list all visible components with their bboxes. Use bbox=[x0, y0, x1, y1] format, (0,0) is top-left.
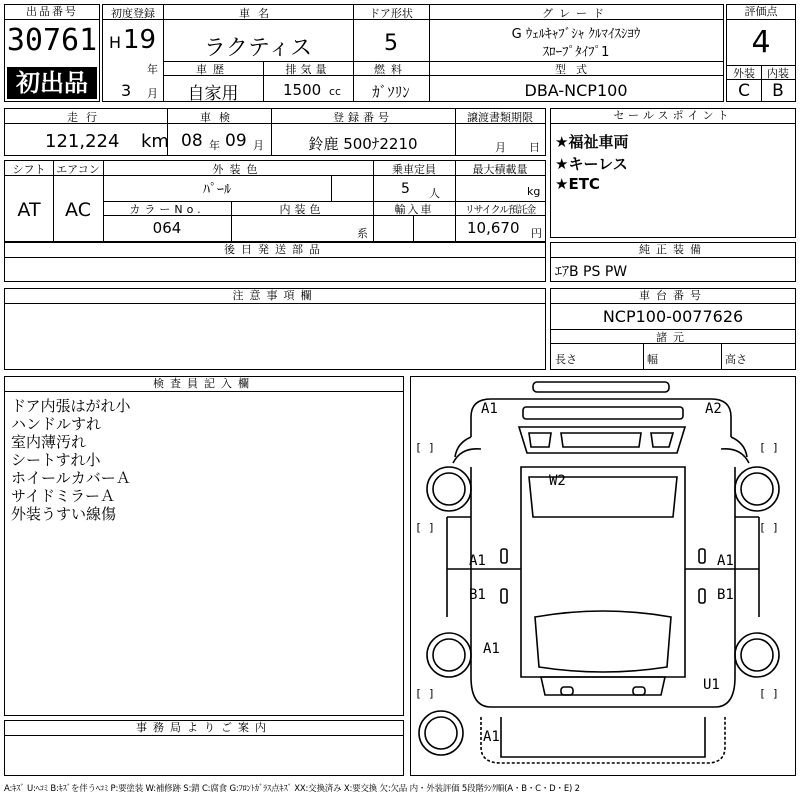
bracket-left-top: [ ] bbox=[415, 441, 435, 454]
recycle-label: リサイクル預託金 bbox=[464, 205, 536, 216]
mark-roof: W2 bbox=[549, 473, 566, 489]
first-reg-month: 3 bbox=[121, 81, 132, 100]
recycle: 10,670 bbox=[467, 219, 520, 237]
capacity-label: 乗車定員 bbox=[392, 163, 436, 176]
mark-door-left-front: A1 bbox=[469, 553, 486, 569]
inspector-line-1: ドア内張はがれ小 bbox=[11, 397, 131, 415]
sales-points-label: セールスポイント bbox=[551, 109, 795, 124]
inspector-line-3: 室内薄汚れ bbox=[11, 433, 87, 451]
notes-box bbox=[4, 288, 546, 370]
insp-year: 08 bbox=[181, 131, 203, 151]
max-load-unit: kg bbox=[527, 185, 541, 198]
mark-rear-bumper: A1 bbox=[483, 729, 500, 745]
plate: 鈴鹿 500ﾅ2210 bbox=[308, 135, 418, 153]
ac-label: エアコン bbox=[56, 163, 100, 176]
grade-line2: ｽﾛｰﾌﾟﾀｲﾌﾟ1 bbox=[542, 45, 610, 60]
displacement: 1500 bbox=[283, 81, 322, 99]
interior-color-label: 内装色 bbox=[279, 203, 325, 216]
first-reg-month-unit: 月 bbox=[147, 87, 158, 100]
inspector-line-7: 外装うすい線傷 bbox=[11, 505, 117, 523]
mileage-row bbox=[4, 108, 546, 156]
specs-row bbox=[4, 160, 546, 242]
color-no-label: カラーNo. bbox=[129, 203, 205, 216]
lot-number-label: 出品番号 bbox=[5, 5, 99, 20]
grade-label: グレード bbox=[542, 7, 610, 20]
sales-point-2: ★キーレス bbox=[555, 155, 628, 173]
office-box bbox=[4, 720, 404, 776]
car-name: ラクティス bbox=[203, 36, 313, 61]
width-label: 幅 bbox=[647, 353, 658, 366]
history: 自家用 bbox=[187, 84, 239, 104]
mileage-unit: km bbox=[141, 131, 169, 152]
equipment-label: 純正装備 bbox=[551, 243, 795, 258]
sales-points-box bbox=[550, 108, 796, 238]
damage-diagram bbox=[410, 376, 796, 776]
exterior-label: 外装 bbox=[733, 67, 755, 80]
plate-label: 登録番号 bbox=[333, 111, 393, 124]
ac: AC bbox=[65, 199, 91, 221]
color-no: 064 bbox=[152, 219, 182, 237]
chassis-number: NCP100-0077626 bbox=[602, 307, 744, 326]
max-load-label: 最大積載量 bbox=[472, 163, 528, 176]
grade-line1: G ｳｪﾙｷｬﾌﾞｼｬ ｸﾙﾏｲｽｼﾖｳ bbox=[511, 27, 641, 42]
history-label: 車歴 bbox=[196, 63, 230, 76]
sales-point-3: ★ETC bbox=[555, 175, 600, 193]
vehicle-info-box bbox=[102, 4, 724, 102]
mark-front-left: A1 bbox=[481, 401, 498, 417]
notes-label: 注意事項欄 bbox=[5, 289, 545, 304]
mark-rear-right: U1 bbox=[703, 677, 720, 693]
insp-year-unit: 年 bbox=[209, 139, 220, 152]
displacement-unit: cc bbox=[329, 85, 342, 98]
transfer-label: 譲渡書類期限 bbox=[467, 111, 533, 124]
car-name-label: 車名 bbox=[239, 7, 277, 20]
first-reg-year: 19 bbox=[123, 25, 157, 55]
later-parts-box bbox=[4, 242, 546, 282]
first-listing-badge bbox=[7, 67, 97, 99]
mark-door-right-rear: B1 bbox=[717, 587, 734, 603]
inspector-line-4: シートすれ小 bbox=[11, 451, 101, 469]
mileage: 121,224 bbox=[45, 131, 120, 152]
transfer-day-unit: 日 bbox=[529, 141, 540, 154]
dims-label: 諸元 bbox=[656, 331, 690, 344]
fuel: ｶﾞｿﾘﾝ bbox=[372, 83, 410, 101]
insp-month-unit: 月 bbox=[253, 139, 264, 152]
lot-number: 30761 bbox=[6, 23, 98, 58]
fuel-label: 燃料 bbox=[374, 63, 408, 76]
shift: AT bbox=[17, 199, 41, 221]
capacity: 5 bbox=[401, 181, 410, 197]
mark-rear-left-fender: A1 bbox=[483, 641, 500, 657]
shift-label: シフト bbox=[12, 163, 46, 176]
import-label: 輸入車 bbox=[394, 203, 434, 216]
color-label: 外装色 bbox=[212, 163, 264, 176]
first-reg-label: 初度登録 bbox=[111, 7, 155, 20]
score: 4 bbox=[751, 25, 771, 60]
inspection-label: 車検 bbox=[200, 111, 238, 124]
first-reg-era: H bbox=[109, 33, 122, 52]
displacement-label: 排気量 bbox=[285, 63, 331, 76]
height-label: 高さ bbox=[725, 353, 747, 366]
car-outline bbox=[411, 377, 795, 775]
mark-door-right-front: A1 bbox=[717, 553, 734, 569]
inspector-label: 検査員記入欄 bbox=[5, 377, 403, 392]
bracket-left-mid: [ ] bbox=[415, 521, 435, 534]
equipment-value: ｴｱB PS PW bbox=[555, 264, 628, 280]
inspector-line-5: ホイールカバーＡ bbox=[11, 469, 131, 487]
sales-point-1: ★福祉車両 bbox=[555, 133, 629, 151]
interior-color-unit: 系 bbox=[357, 227, 368, 240]
lot-number-box bbox=[4, 4, 100, 102]
damage-legend: A:ｷｽﾞ U:ﾍｺﾐ B:ｷｽﾞを伴うﾍｺﾐ P:要塗装 W:補修跡 S:錆 C:腐食 G:ﾌﾛﾝﾄｶﾞﾗｽ点ｷｽﾞ XX:交換済み X:要交換 欠:欠品 内・外装評価 5段階ﾗﾝｸ順(A・B・C・D・E) 2 bbox=[4, 784, 580, 794]
recycle-unit: 円 bbox=[531, 227, 542, 240]
model: DBA-NCP100 bbox=[524, 81, 628, 100]
bracket-left-bottom: [ ] bbox=[415, 687, 435, 700]
inspector-line-6: サイドミラーＡ bbox=[11, 487, 115, 505]
chassis-label: 車台番号 bbox=[551, 289, 795, 304]
first-listing-text: 初出品 bbox=[16, 69, 88, 97]
interior-grade: B bbox=[772, 81, 784, 101]
interior-label: 内装 bbox=[767, 67, 789, 80]
capacity-unit: 人 bbox=[429, 187, 440, 200]
bracket-right-top: [ ] bbox=[759, 441, 779, 454]
inspector-line-2: ハンドルすれ bbox=[11, 415, 102, 433]
score-box bbox=[726, 4, 796, 102]
first-reg-year-unit: 年 bbox=[147, 63, 158, 76]
transfer-month-unit: 月 bbox=[495, 141, 506, 154]
office-label: 事務局よりご案内 bbox=[5, 721, 403, 736]
later-parts-label: 後日発送部品 bbox=[5, 243, 545, 258]
chassis-box bbox=[550, 288, 796, 370]
doors-label: ドア形状 bbox=[369, 7, 413, 20]
model-label: 型式 bbox=[555, 63, 597, 76]
exterior-grade: C bbox=[738, 81, 750, 101]
doors: 5 bbox=[384, 31, 398, 56]
bracket-right-bottom: [ ] bbox=[759, 687, 779, 700]
length-label: 長さ bbox=[555, 353, 577, 366]
mark-door-left-rear: B1 bbox=[469, 587, 486, 603]
insp-month: 09 bbox=[225, 131, 247, 151]
mark-front-right: A2 bbox=[705, 401, 722, 417]
bracket-right-mid: [ ] bbox=[759, 521, 779, 534]
inspector-box bbox=[4, 376, 404, 716]
equipment-box bbox=[550, 242, 796, 282]
mileage-label: 走行 bbox=[67, 111, 105, 124]
score-label: 評価点 bbox=[727, 5, 795, 20]
color: ﾊﾟｰﾙ bbox=[203, 182, 231, 198]
